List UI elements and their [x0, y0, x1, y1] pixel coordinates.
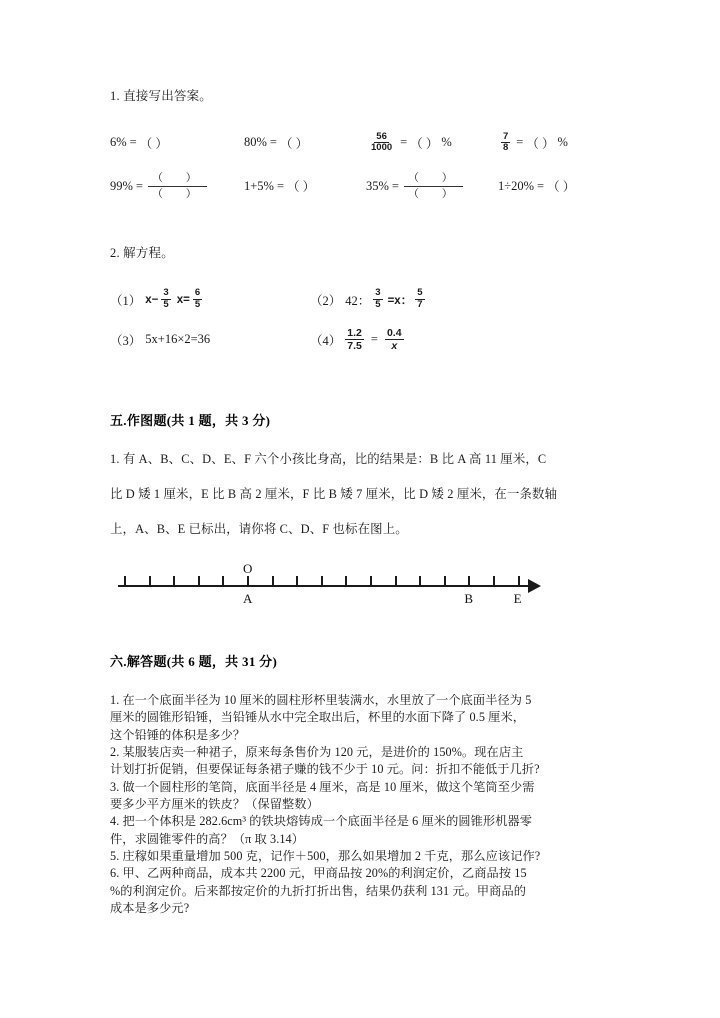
- arith-item-8-blank[interactable]: （ ）: [547, 180, 576, 195]
- fraction-numerator: 3: [163, 287, 169, 299]
- fraction-3-5: [373, 288, 382, 311]
- equation-1-mid: x=: [176, 293, 190, 306]
- arith-item-6-expr: 1+5%: [244, 178, 274, 193]
- arith-item-5-equals: =: [135, 178, 143, 193]
- fraction-denominator: 5: [194, 299, 201, 311]
- equation-4-number: （4）: [310, 333, 342, 348]
- fraction-denominator: 1000: [371, 142, 393, 154]
- equation-2-number: （2）: [310, 293, 342, 308]
- number-line-tick: [321, 576, 323, 586]
- arith-item-4: [498, 132, 568, 155]
- blank-fraction-numerator[interactable]: （ ）: [404, 172, 463, 187]
- section-six-heading: 六.解答题(共 6 题，共 31 分): [110, 654, 278, 670]
- arith-item-3-equals: =: [400, 135, 408, 150]
- arith-item-6: [244, 177, 366, 195]
- fraction-5-7: [415, 288, 424, 311]
- problem-line: 计划打折促销，但要保证每条裙子赚的钱不少于 10 元。问：折扣不能低于几折?: [110, 762, 540, 777]
- number-line-diagram[interactable]: [118, 559, 548, 617]
- problem-line: 成本是多少元?: [110, 901, 190, 916]
- problem-line: 要多少平方厘米的铁皮？（保留整数）: [110, 797, 319, 812]
- fraction-numerator: 1.2: [347, 326, 362, 339]
- arithmetic-heading: 1. 直接写出答案。: [110, 89, 213, 103]
- equation-2: [310, 288, 428, 311]
- number-line-tick: [419, 576, 421, 586]
- arith-item-2: [244, 134, 366, 152]
- fraction-0p4-x: [385, 327, 404, 352]
- equation-3-body: 5x+16×2=36: [145, 332, 211, 347]
- fraction-denominator: x: [391, 340, 398, 353]
- arith-item-1-blank[interactable]: （ ）: [139, 136, 168, 151]
- number-line-tick: [272, 576, 274, 586]
- blank-fraction-denominator[interactable]: （ ）: [407, 187, 463, 200]
- fraction-denominator: 7.5: [347, 340, 362, 353]
- arith-item-7-expr: 35%: [366, 178, 389, 193]
- section-six-problems: [110, 692, 622, 917]
- problem-line: 3. 做一个圆柱形的笔筒，底面半径是 4 厘米，高是 10 厘米，做这个笔筒至少需: [110, 779, 535, 794]
- arith-item-8-equals: =: [537, 178, 545, 193]
- question-line: 1. 有 A、B、C、D、E、F 六个小孩比身高，比的结果是：B 比 A 高 11 厘米，C: [110, 452, 547, 467]
- question-line: 比 D 矮 1 厘米，E 比 B 高 2 厘米，F 比 B 矮 7 厘米，比 D 矮 2 厘米，在一条数轴: [110, 487, 558, 502]
- fraction-numerator: 7: [503, 130, 509, 142]
- number-line-tick: [493, 576, 495, 586]
- number-line-label-a: A: [243, 591, 253, 607]
- problem-line: 厘米的圆锥形铅锤，当铅锤从水中完全取出后，杯里的水面下降了 0.5 厘米，: [110, 710, 526, 725]
- equations-heading: 2. 解方程。: [110, 245, 174, 260]
- arith-item-7: [366, 172, 498, 200]
- equation-4: [310, 327, 407, 352]
- number-line-label-o: O: [243, 561, 253, 577]
- number-line-tick: [345, 576, 347, 586]
- arithmetic-row-2: [110, 172, 622, 200]
- fraction-7-8: [501, 132, 510, 155]
- arith-item-3-suffix: %: [441, 135, 452, 150]
- equation-4-equals: =: [370, 332, 378, 347]
- equations-row-1: [110, 288, 622, 311]
- fraction-denominator: 5: [163, 299, 169, 311]
- arith-item-1: [110, 134, 244, 152]
- number-line-tick: [518, 576, 520, 586]
- equation-2-lhs: 42：: [345, 293, 371, 308]
- section-five-heading: 五.作图题(共 1 题，共 3 分): [110, 413, 271, 429]
- blank-fraction-denominator[interactable]: （ ）: [151, 187, 207, 200]
- arith-item-5-expr: 99%: [110, 178, 133, 193]
- fraction-numerator: 56: [376, 130, 387, 142]
- number-line-tick: [222, 576, 224, 586]
- number-line-label-b: B: [464, 591, 474, 607]
- problem-line: 4. 把一个体积是 282.6cm³ 的铁块熔铸成一个底面半径是 6 厘米的圆锥形机器零: [110, 814, 533, 829]
- fraction-56-1000: [369, 132, 394, 155]
- arith-item-2-blank[interactable]: （ ）: [279, 136, 309, 151]
- arith-item-4-equals: =: [516, 135, 524, 150]
- worksheet-content: [110, 88, 622, 917]
- number-line-tick: [444, 576, 446, 586]
- blank-fraction-99[interactable]: [148, 172, 207, 200]
- arith-item-1-equals: =: [129, 135, 137, 150]
- equation-1-number: （1）: [110, 293, 142, 308]
- problem-line: 2. 某服装店卖一种裙子，原来每条售价为 120 元，是进价的 150%。现在店主: [110, 745, 524, 760]
- arith-item-4-suffix: %: [557, 135, 568, 150]
- fraction-denominator: 5: [375, 299, 381, 311]
- number-line-tick: [149, 576, 151, 586]
- arith-item-5: [110, 172, 244, 200]
- number-line-tick: [395, 576, 397, 586]
- blank-fraction-numerator[interactable]: （ ）: [148, 172, 207, 187]
- number-line-tick: [198, 576, 200, 586]
- fraction-numerator: 0.4: [386, 326, 402, 339]
- arith-item-2-expr: 80%: [244, 135, 267, 150]
- problem-line: 1. 在一个底面半径为 10 厘米的圆柱形杯里装满水，水里放了一个底面半径为 5: [110, 693, 532, 708]
- equation-1: [110, 288, 310, 311]
- question-line: 上，A、B、E 已标出，请你将 C、D、F 也标在图上。: [110, 522, 408, 537]
- fraction-numerator: 6: [194, 287, 201, 299]
- arith-item-1-expr: 6%: [110, 135, 127, 150]
- arith-item-4-blank[interactable]: （ ）: [526, 136, 555, 151]
- section-five-question: [110, 449, 622, 537]
- equation-3: [110, 327, 310, 352]
- number-line-tick: [173, 576, 175, 586]
- fraction-3-5: [161, 288, 170, 311]
- number-line-tick: [247, 576, 249, 586]
- arith-item-6-equals: =: [276, 178, 285, 193]
- equation-3-number: （3）: [110, 333, 142, 348]
- problem-line: 5. 庄稼如果重量增加 500 克，记作＋500，那么如果增加 2 千克，那么应该记作?: [110, 849, 541, 864]
- arith-item-3: [366, 132, 498, 155]
- arith-item-8: [498, 177, 575, 195]
- number-line-tick: [124, 576, 126, 586]
- problem-line: %的利润定价。后来都按定价的九折打折出售，结果仍获利 131 元。甲商品的: [110, 883, 527, 898]
- arith-item-3-blank[interactable]: （ ）: [410, 136, 439, 151]
- number-line-arrow-icon: [528, 579, 541, 593]
- fraction-denominator: 8: [503, 142, 509, 154]
- arith-item-2-equals: =: [269, 135, 277, 150]
- fraction-6-5: [193, 288, 202, 311]
- number-line-tick: [296, 576, 298, 586]
- equation-1-lhs: x−: [145, 293, 159, 306]
- arith-item-6-blank[interactable]: （ ）: [287, 180, 316, 195]
- number-line-tick: [468, 576, 470, 586]
- problem-line: 这个铅锤的体积是多少？: [110, 727, 246, 742]
- fraction-denominator: 7: [417, 299, 423, 311]
- arith-item-7-equals: =: [391, 178, 399, 193]
- blank-fraction-35[interactable]: [404, 172, 463, 200]
- equation-2-mid: =x：: [387, 294, 413, 307]
- fraction-numerator: 3: [375, 287, 381, 299]
- number-line-label-e: E: [513, 591, 522, 607]
- number-line-tick: [370, 576, 372, 586]
- problem-line: 6. 甲、乙两种商品，成本共 2200 元，甲商品按 20%的利润定价，乙商品按 15: [110, 866, 527, 881]
- fraction-numerator: 5: [417, 287, 423, 299]
- fraction-1p2-7p5: [345, 327, 364, 352]
- equations-row-2: [110, 327, 622, 352]
- arithmetic-row-1: [110, 132, 622, 155]
- problem-line: 件，求圆锥零件的高？（π 取 3.14）: [110, 831, 305, 846]
- arith-item-8-expr: 1÷20%: [498, 178, 535, 193]
